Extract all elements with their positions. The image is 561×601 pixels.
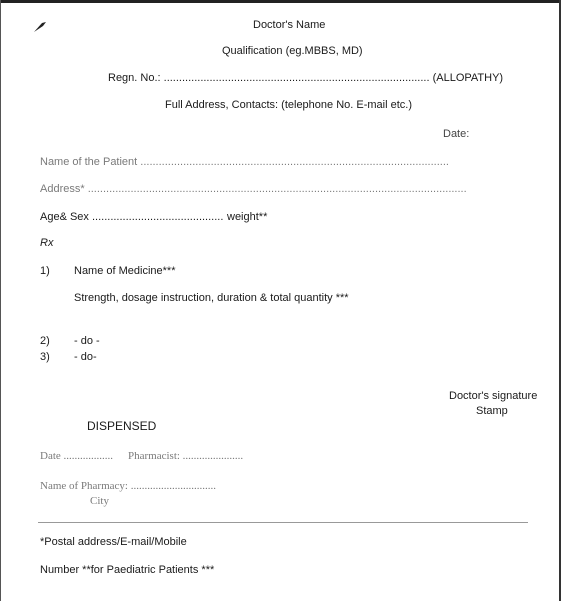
item1-number: 1) bbox=[40, 265, 50, 277]
top-border bbox=[0, 0, 561, 3]
dispense-date-field: Date .................. bbox=[40, 450, 114, 462]
registration-number: Regn. No.: ....................................................................................... (ALLOPATHY) bbox=[108, 72, 504, 84]
footnote-postal: *Postal address/E-mail/Mobile bbox=[40, 536, 187, 548]
pharmacist-field: Pharmacist: ...................... bbox=[128, 450, 244, 462]
qualification: Qualification (eg.MBBS, MD) bbox=[222, 45, 363, 57]
city-field: City bbox=[90, 495, 109, 507]
pharmacy-name-field: Name of Pharmacy: ............................... bbox=[40, 480, 216, 492]
rx-symbol: Rx bbox=[40, 237, 54, 249]
doctor-signature-label: Doctor's signature bbox=[449, 390, 538, 402]
footer-divider bbox=[38, 522, 528, 523]
item3-text: - do- bbox=[74, 351, 97, 363]
weight-field: weight** bbox=[227, 211, 268, 223]
patient-name-field: Name of the Patient ..................................................................................................... bbox=[40, 156, 449, 168]
item3-number: 3) bbox=[40, 351, 50, 363]
dispensed-title: DISPENSED bbox=[87, 419, 157, 433]
item2-number: 2) bbox=[40, 335, 50, 347]
doctor-name: Doctor's Name bbox=[253, 19, 326, 31]
left-border bbox=[0, 0, 1, 601]
date-label: Date: bbox=[443, 128, 470, 140]
patient-address-field: Address* ............................................................................................................................ bbox=[40, 183, 467, 195]
address-contacts: Full Address, Contacts: (telephone No. E-mail etc.) bbox=[165, 99, 412, 111]
item1-medicine: Name of Medicine*** bbox=[74, 265, 176, 277]
item2-text: - do - bbox=[74, 335, 100, 347]
item1-detail: Strength, dosage instruction, duration & total quantity *** bbox=[74, 292, 349, 304]
corner-mark bbox=[32, 20, 50, 34]
footnote-paediatric: Number **for Paediatric Patients *** bbox=[40, 564, 215, 576]
stamp-label: Stamp bbox=[476, 405, 508, 417]
age-sex-field: Age& Sex ........................................... bbox=[40, 211, 224, 223]
